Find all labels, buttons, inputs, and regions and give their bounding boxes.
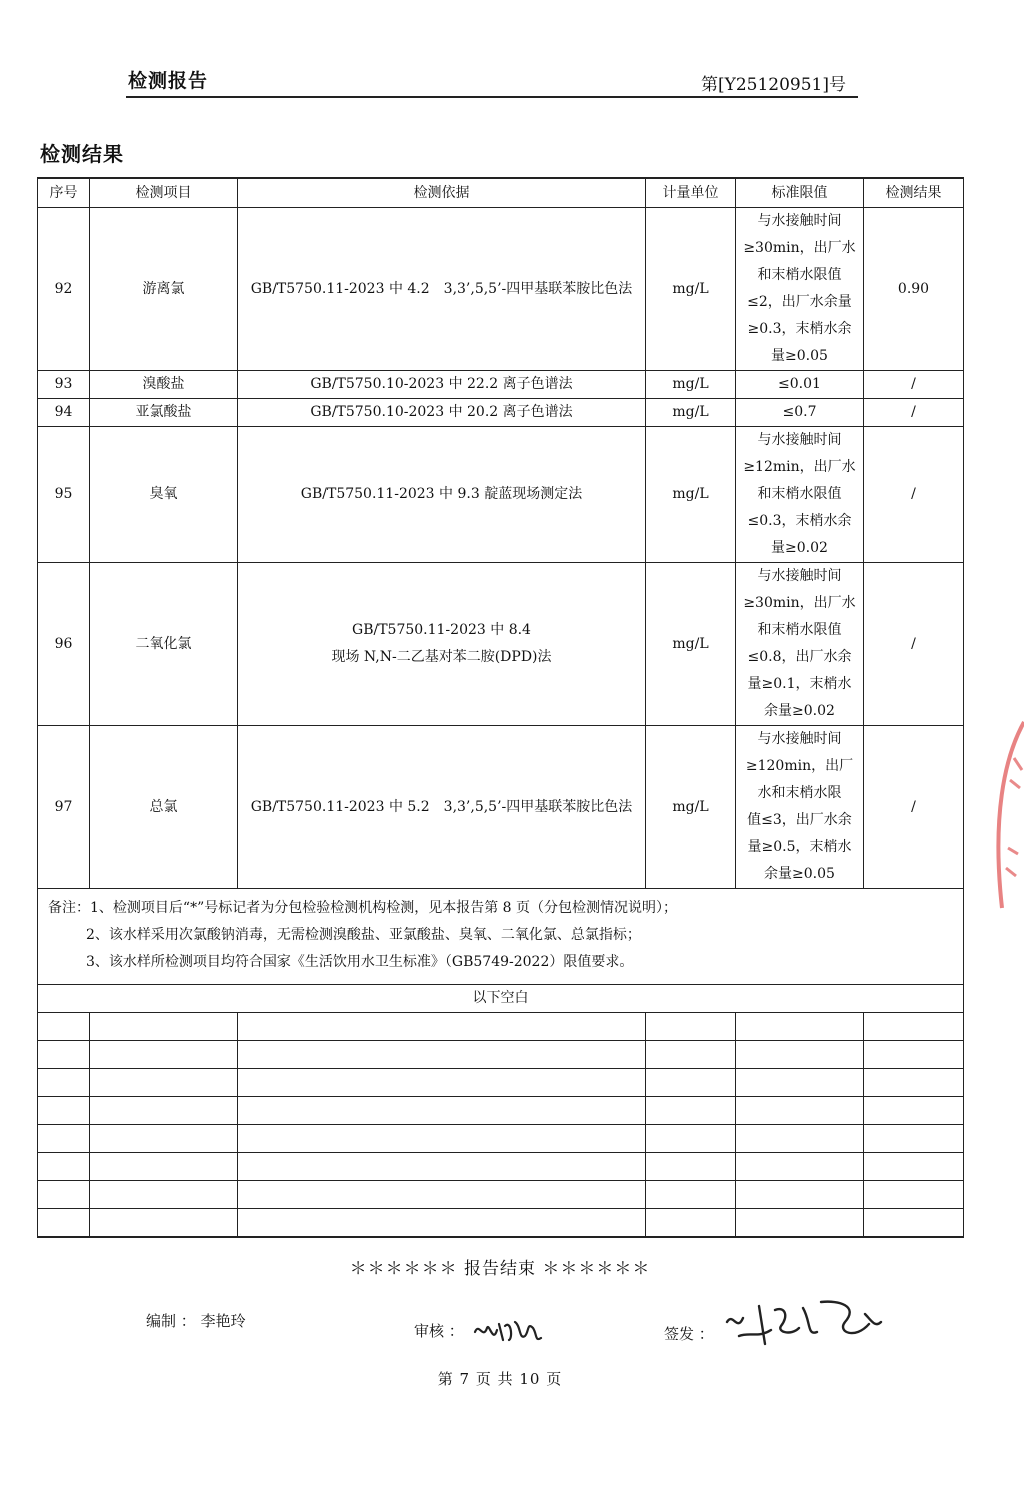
empty-cell [736, 1069, 864, 1097]
row-limit [736, 427, 864, 563]
method-line: GB/T5750.11-2023 中 9.3 靛蓝现场测定法 [300, 486, 583, 502]
row-result: / [864, 427, 964, 563]
row-item: 游离氯 [90, 208, 238, 371]
issued-label: 签发 ： [664, 1325, 714, 1343]
limit-line: 和末梢水限值 [757, 267, 842, 283]
method-line: GB/T5750.11-2023 中 4.2 3,3’,5,5’-四甲基联苯胺比色法 [250, 280, 633, 297]
limit-line: ≥0.3，末梢水余 [747, 321, 852, 337]
limit-line: 与水接触时间 [757, 213, 842, 229]
empty-row [38, 1041, 964, 1069]
empty-row [38, 1181, 964, 1209]
report-header-title: 检测报告 [128, 70, 209, 92]
limit-line: ≤0.3，末梢水余 [747, 513, 852, 529]
empty-row [38, 1209, 964, 1238]
remarks [38, 889, 964, 985]
row-limit [736, 208, 864, 371]
reviewed-label: 审核 ： [414, 1322, 464, 1340]
empty-cell [90, 1153, 238, 1181]
row-item: 二氧化氯 [90, 563, 238, 726]
empty-cell [646, 1125, 736, 1153]
limit-line: 量≥0.1，末梢水 [747, 676, 852, 692]
seal-stamp-icon [984, 718, 1024, 922]
row-method [238, 427, 646, 563]
empty-cell [90, 1181, 238, 1209]
limit-line: 余量≥0.02 [764, 703, 835, 719]
empty-cell [864, 1181, 964, 1209]
row-method [238, 399, 646, 427]
empty-cell [38, 1013, 90, 1041]
limit-line: ≤0.8，出厂水余 [747, 649, 852, 665]
row-no: 95 [38, 427, 90, 563]
empty-cell [736, 1013, 864, 1041]
empty-cell [90, 1125, 238, 1153]
empty-cell [646, 1097, 736, 1125]
empty-cell [646, 1013, 736, 1041]
empty-cell [38, 1209, 90, 1238]
results-table [37, 177, 964, 1238]
header-divider [126, 96, 858, 98]
empty-cell [646, 1069, 736, 1097]
remark-line-1: 备注：1、检测项目后“*”号标记者为分包检验检测机构检测，见本报告第 8 页（分包检测情况说明）； [48, 900, 678, 916]
report-number: 第[Y25120951]号 [700, 75, 846, 95]
empty-cell [864, 1041, 964, 1069]
compiled-by [146, 1310, 246, 1331]
empty-cell [646, 1041, 736, 1069]
row-unit: mg/L [646, 563, 736, 726]
table-row [38, 399, 964, 427]
empty-cell [238, 1153, 646, 1181]
limit-line: ≥30min，出厂水 [743, 240, 856, 256]
row-method [238, 208, 646, 371]
row-result: / [864, 563, 964, 726]
empty-cell [238, 1013, 646, 1041]
section-title: 检测结果 [40, 142, 124, 166]
empty-cell [90, 1013, 238, 1041]
empty-cell [736, 1125, 864, 1153]
empty-cell [238, 1069, 646, 1097]
reviewed-by [414, 1310, 549, 1354]
empty-cell [238, 1125, 646, 1153]
table-row [38, 371, 964, 399]
empty-row [38, 1125, 964, 1153]
table-row [38, 427, 964, 563]
empty-cell [238, 1041, 646, 1069]
limit-line: 与水接触时间 [757, 432, 842, 448]
method-line: 现场 N,N-二乙基对苯二胺(DPD)法 [331, 649, 552, 665]
col-header-unit: 计量单位 [646, 178, 736, 208]
row-unit: mg/L [646, 399, 736, 427]
row-unit: mg/L [646, 208, 736, 371]
empty-cell [38, 1153, 90, 1181]
row-item: 溴酸盐 [90, 371, 238, 399]
limit-line: 和末梢水限值 [757, 486, 842, 502]
row-item: 总氯 [90, 726, 238, 889]
limit-line: 量≥0.5，末梢水 [747, 839, 852, 855]
col-header-item: 检测项目 [90, 178, 238, 208]
remark-line-2: 2、该水样采用次氯酸钠消毒，无需检测溴酸盐、亚氯酸盐、臭氧、二氧化氯、总氯指标； [86, 927, 641, 943]
empty-cell [90, 1209, 238, 1238]
empty-cell [38, 1097, 90, 1125]
row-unit: mg/L [646, 371, 736, 399]
row-unit: mg/L [646, 427, 736, 563]
row-limit [736, 563, 864, 726]
row-limit [736, 399, 864, 427]
col-header-method: 检测依据 [238, 178, 646, 208]
row-method [238, 563, 646, 726]
empty-cell [238, 1209, 646, 1238]
row-result: / [864, 371, 964, 399]
method-line: GB/T5750.10-2023 中 20.2 离子色谱法 [310, 404, 573, 420]
empty-cell [646, 1153, 736, 1181]
limit-line: 值≤3，出厂水余 [747, 812, 852, 828]
empty-cell [90, 1097, 238, 1125]
col-header-result: 检测结果 [864, 178, 964, 208]
empty-cell [90, 1069, 238, 1097]
limit-line: ≤0.01 [778, 376, 821, 392]
method-line: GB/T5750.10-2023 中 22.2 离子色谱法 [310, 376, 573, 392]
reviewer-signature-icon [469, 1310, 549, 1354]
limit-line: 与水接触时间 [757, 568, 842, 584]
empty-cell [864, 1153, 964, 1181]
limit-line: ≤2，出厂水余量 [747, 294, 852, 310]
row-no: 97 [38, 726, 90, 889]
row-result: / [864, 726, 964, 889]
empty-row [38, 1013, 964, 1041]
table-row [38, 208, 964, 371]
compiled-name: 李艳玲 [200, 1312, 246, 1330]
empty-cell [736, 1041, 864, 1069]
limit-line: 水和末梢水限 [757, 785, 842, 801]
remarks-row [38, 889, 964, 985]
row-method [238, 371, 646, 399]
empty-cell [736, 1097, 864, 1125]
row-no: 92 [38, 208, 90, 371]
row-no: 93 [38, 371, 90, 399]
row-no: 94 [38, 399, 90, 427]
remark-line-3: 3、该水样所检测项目均符合国家《生活饮用水卫生标准》（GB5749-2022）限值要求。 [86, 954, 634, 970]
row-method [238, 726, 646, 889]
method-line: GB/T5750.11-2023 中 8.4 [352, 622, 531, 638]
col-header-limit: 标准限值 [736, 178, 864, 208]
report-end-banner: ＊＊＊＊＊＊ 报告结束 ＊＊＊＊＊＊ [349, 1259, 651, 1279]
empty-cell [646, 1181, 736, 1209]
row-limit [736, 371, 864, 399]
empty-row [38, 1097, 964, 1125]
limit-line: 量≥0.05 [771, 348, 828, 364]
table-row [38, 726, 964, 889]
empty-cell [736, 1209, 864, 1238]
row-result: 0.90 [864, 208, 964, 371]
row-limit [736, 726, 864, 889]
limit-line: ≥30min，出厂水 [743, 595, 856, 611]
limit-line: 量≥0.02 [771, 540, 828, 556]
limit-line: ≥12min，出厂水 [743, 459, 856, 475]
empty-cell [646, 1209, 736, 1238]
empty-cell [38, 1125, 90, 1153]
col-header-no: 序号 [38, 178, 90, 208]
row-item: 臭氧 [90, 427, 238, 563]
empty-cell [736, 1153, 864, 1181]
empty-cell [864, 1097, 964, 1125]
empty-cell [38, 1069, 90, 1097]
empty-cell [864, 1013, 964, 1041]
limit-line: ≥120min，出厂 [745, 758, 854, 774]
method-line: GB/T5750.11-2023 中 5.2 3,3’,5,5’-四甲基联苯胺比色法 [250, 798, 633, 815]
limit-line: 余量≥0.05 [764, 866, 835, 882]
limit-line: 与水接触时间 [757, 731, 842, 747]
empty-cell [736, 1181, 864, 1209]
issuer-signature-icon [719, 1292, 889, 1360]
table-header-row [38, 178, 964, 208]
empty-row [38, 1069, 964, 1097]
limit-line: 和末梢水限值 [757, 622, 842, 638]
issued-by [664, 1310, 889, 1360]
empty-cell [90, 1041, 238, 1069]
empty-cell [238, 1097, 646, 1125]
empty-cell [38, 1041, 90, 1069]
page-number: 第 7 页 共 10 页 [437, 1370, 563, 1388]
compiled-label: 编制 ： [146, 1312, 196, 1330]
empty-cell [864, 1125, 964, 1153]
empty-cell [38, 1181, 90, 1209]
row-unit: mg/L [646, 726, 736, 889]
row-no: 96 [38, 563, 90, 726]
empty-row [38, 1153, 964, 1181]
blank-note: 以下空白 [38, 985, 964, 1013]
blank-note-row [38, 985, 964, 1013]
limit-line: ≤0.7 [782, 404, 817, 420]
row-result: / [864, 399, 964, 427]
row-item: 亚氯酸盐 [90, 399, 238, 427]
empty-cell [864, 1209, 964, 1238]
empty-cell [864, 1069, 964, 1097]
table-row [38, 563, 964, 726]
empty-cell [238, 1181, 646, 1209]
